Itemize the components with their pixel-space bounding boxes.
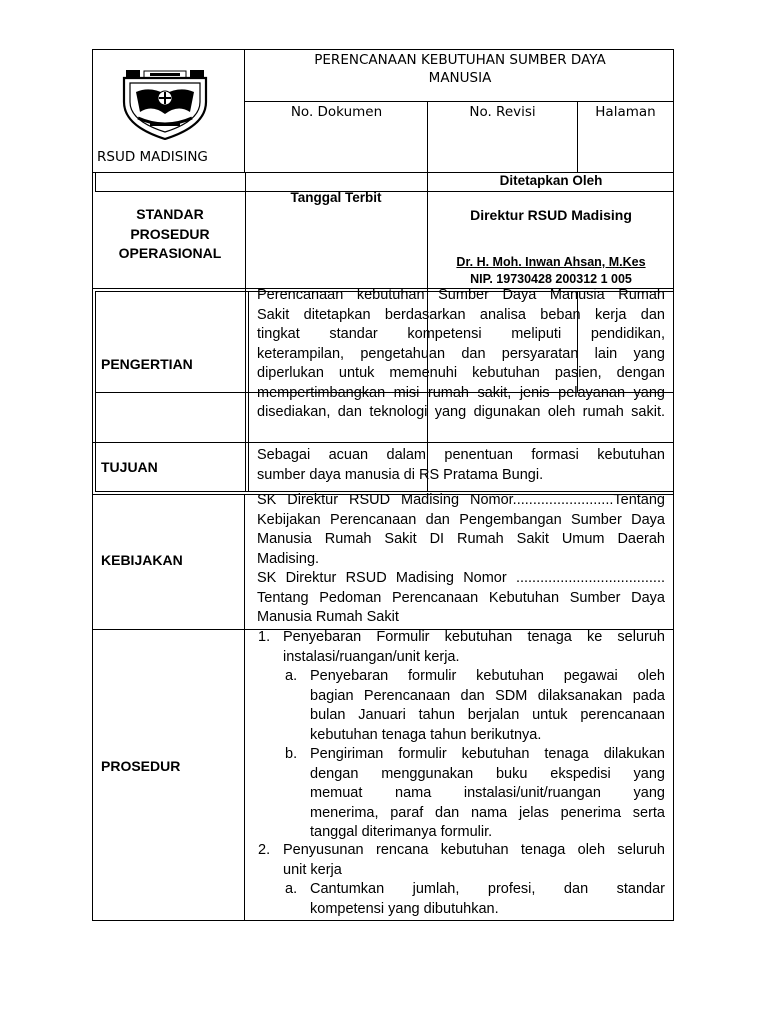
issue-date-label: Tanggal Terbit bbox=[290, 190, 382, 205]
body-line: unit kerja bbox=[283, 861, 342, 878]
document-title-line1: PERENCANAAN KEBUTUHAN SUMBER DAYA bbox=[314, 52, 606, 68]
tujuan-body bbox=[257, 446, 665, 485]
body-line: tanggal diterimanya formulir. bbox=[310, 824, 493, 840]
grid-bottom-border bbox=[92, 920, 674, 921]
body-line: Perencanaan kebutuhan Sumber Daya Manusia Rumah bbox=[257, 287, 665, 303]
body-line: memuat nama instalasi/unit/ruangan yang bbox=[310, 785, 665, 801]
body-line: Cantumkan jumlah, profesi, dan standar bbox=[310, 881, 665, 897]
list-item bbox=[310, 667, 665, 745]
revision-number-label: No. Revisi bbox=[469, 104, 536, 120]
body-line: Pengiriman formulir kebutuhan tenaga dilakukan bbox=[310, 746, 665, 762]
grid-label-divider-a bbox=[245, 191, 246, 492]
body-line: SK Direktur RSUD Madising Nomor.........................Tentang bbox=[257, 492, 665, 508]
list-marker: b. bbox=[285, 746, 298, 762]
body-line: Sakit ditetapkan berdasarkan analisa beban kerja dan bbox=[257, 306, 665, 323]
body-line: mempertimbangkan misi rumah sakit, jenis pelayanan yang bbox=[257, 384, 665, 401]
body-line: sumber daya manusia di RS Pratama Bungi. bbox=[257, 466, 544, 483]
approved-by-label: Ditetapkan Oleh bbox=[499, 173, 603, 188]
grid-label-divider-lower bbox=[244, 494, 245, 921]
body-line: Madising. bbox=[257, 550, 320, 567]
body-line: kebutuhan tenaga tahun berikutnya. bbox=[310, 726, 542, 743]
list-item bbox=[283, 841, 665, 880]
grid-tujuan-top bbox=[92, 442, 674, 443]
list-marker: 2. bbox=[258, 842, 271, 858]
body-line: bulan Januari tahun berjalan untuk perencanaan bbox=[310, 707, 665, 723]
list-item bbox=[310, 880, 665, 919]
hospital-shield-logo-icon bbox=[120, 68, 210, 140]
section-label-prosedur: PROSEDUR bbox=[101, 758, 181, 774]
body-line: Penyebaran formulir kebutuhan pegawai oleh bbox=[310, 668, 665, 684]
body-line: bagian Perencanaan dan SDM dilaksanakan pada bbox=[310, 687, 665, 704]
section-label-pengertian: PENGERTIAN bbox=[101, 356, 193, 372]
kebijakan-body bbox=[257, 491, 665, 628]
approver-title: Direktur RSUD Madising bbox=[470, 207, 632, 223]
list-marker: a. bbox=[285, 668, 298, 684]
sop-title-line: PROSEDUR bbox=[130, 225, 210, 242]
approver-nip: NIP. 19730428 200312 1 005 bbox=[470, 272, 632, 286]
body-line: Tentang Pedoman Perencanaan Kebutuhan Sumber Daya bbox=[257, 589, 665, 606]
list-item bbox=[283, 628, 665, 667]
document-title-line2: MANUSIA bbox=[428, 70, 492, 86]
body-line: kompetensi yang dibutuhkan. bbox=[310, 900, 499, 917]
list-marker: 1. bbox=[258, 629, 271, 645]
body-line: disediakan, dan teknologi yang digunakan oleh rumah sakit. bbox=[257, 404, 665, 420]
list-item bbox=[310, 745, 665, 843]
body-line: Penyusunan rencana kebutuhan tenaga oleh seluruh bbox=[283, 842, 665, 858]
body-line: Sebagai acuan dalam penentuan formasi kebutuhan bbox=[257, 447, 665, 463]
list-marker: a. bbox=[285, 881, 298, 897]
sop-title bbox=[96, 205, 244, 264]
body-line: Manusia Rumah Sakit bbox=[257, 609, 399, 625]
sop-title-line: OPERASIONAL bbox=[118, 245, 222, 261]
doc-number-label: No. Dokumen bbox=[290, 104, 383, 120]
page-number-label: Halaman bbox=[595, 104, 656, 120]
grid-title-underline bbox=[244, 101, 674, 102]
body-line: keterampilan, pengetahuan dan persyaratan lain yang bbox=[257, 345, 665, 362]
body-line: tingkat standar kompetensi meliputi pendidikan, bbox=[257, 326, 665, 342]
grid-inner-left-a bbox=[95, 172, 96, 192]
grid-top-border bbox=[92, 49, 674, 50]
section-label-tujuan: TUJUAN bbox=[101, 459, 158, 475]
pengertian-body bbox=[257, 286, 665, 423]
body-line: diperlukan untuk memenuhi kebutuhan pasien, dengan bbox=[257, 365, 665, 381]
body-line: Kebijakan Perencanaan dan Pengembangan Sumber Daya bbox=[257, 511, 665, 528]
body-line: SK Direktur RSUD Madising Nomor ..................................... bbox=[257, 570, 665, 586]
hospital-name: RSUD MADISING bbox=[97, 149, 208, 165]
approver-name: Dr. H. Moh. Inwan Ahsan, M.Kes bbox=[456, 255, 646, 269]
grid-left-border bbox=[92, 49, 93, 921]
body-line: menerima, paraf dan nama jelas penerima serta bbox=[310, 804, 665, 821]
section-label-kebijakan: KEBIJAKAN bbox=[101, 552, 183, 568]
sop-title-line: STANDAR bbox=[136, 206, 204, 222]
grid-header-divider bbox=[244, 49, 245, 172]
body-line: instalasi/ruangan/unit kerja. bbox=[283, 648, 460, 665]
body-line: dengan menggunakan buku ekspedisi yang bbox=[310, 765, 665, 782]
body-line: Penyebaran Formulir kebutuhan tenaga ke seluruh bbox=[283, 629, 665, 645]
body-line: Manusia Rumah Sakit DI Rumah Sakit Umum Daerah bbox=[257, 531, 665, 547]
